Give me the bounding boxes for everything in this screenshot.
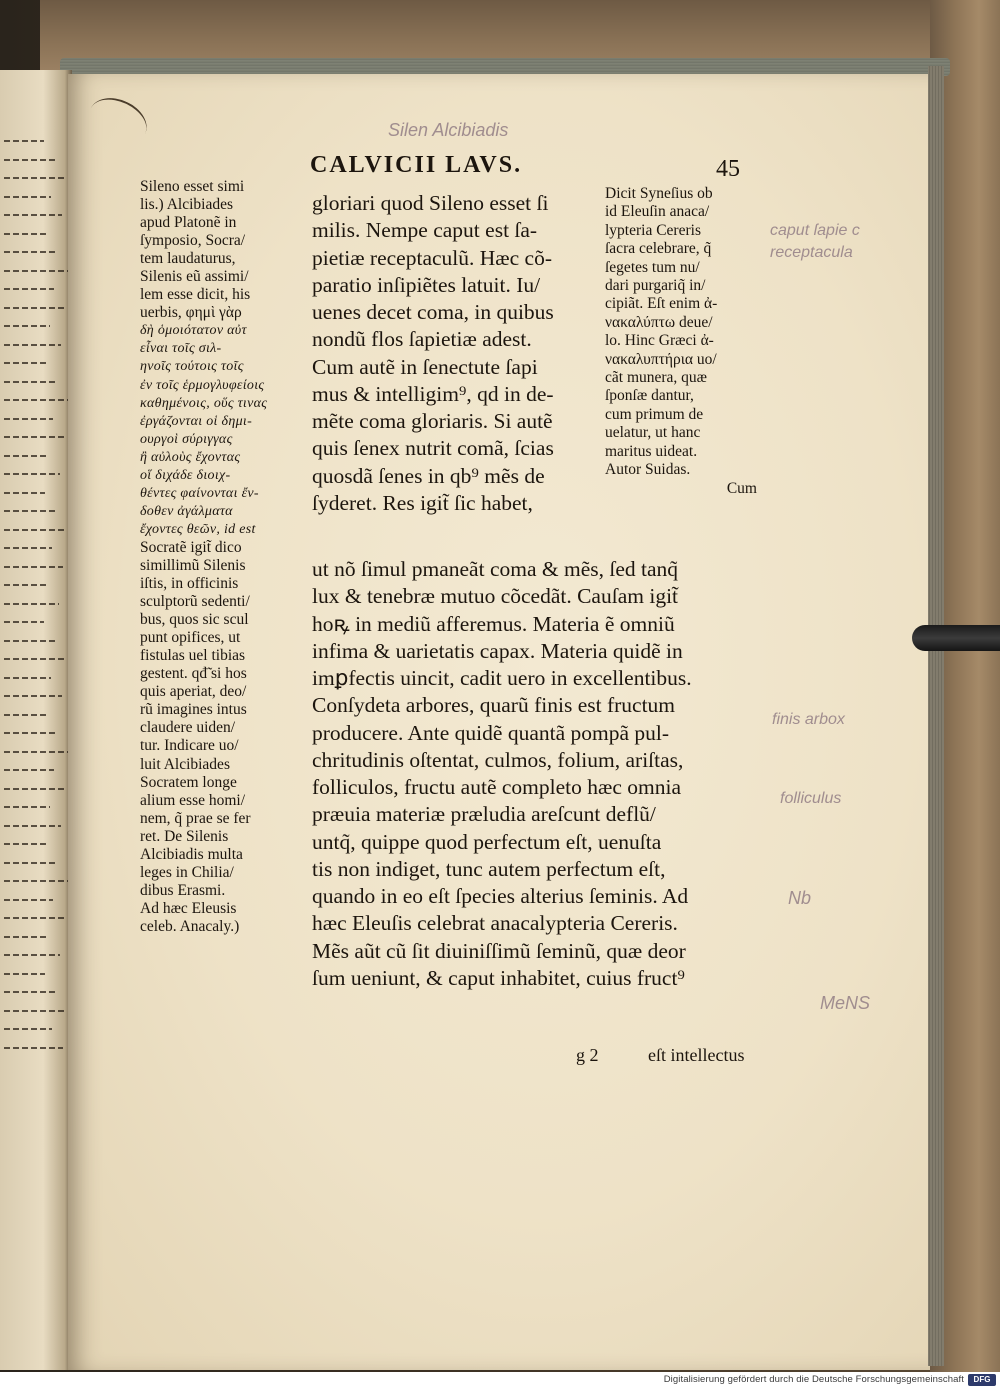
facing-page-text-line (4, 159, 55, 161)
facing-page-text-line (4, 603, 59, 605)
text-line: Socratem longe (140, 773, 237, 791)
text-line: cum primum de (605, 405, 704, 423)
facing-page-text-line (4, 788, 65, 790)
digitization-footer (0, 1372, 1000, 1389)
facing-page-text-line (4, 473, 60, 475)
facing-page-text-line (4, 991, 56, 993)
text-line: leges in Chilia/ (140, 863, 234, 881)
facing-page-text-line (4, 381, 57, 383)
facing-page-text-line (4, 751, 69, 753)
text-line: nem, q̃ prae se fer (140, 809, 251, 827)
text-line: claudere uiden/ (140, 719, 236, 737)
annotation-top: Silen Alcibiadis (388, 120, 509, 140)
annotation-caput-line: receptacula (770, 244, 853, 261)
text-line: ret. De Silenis (140, 827, 229, 845)
text-line: Dicit Syneſius ob (605, 185, 713, 202)
facing-page-text-line (4, 510, 56, 512)
text-line: id Eleuſin anaca/ (605, 203, 710, 221)
facing-page-text-line (4, 418, 53, 420)
text-line: θέντες φαίνονται ἔν- (140, 485, 259, 501)
text-line: uerbis, φημὶ γὰρ (140, 304, 242, 322)
text-line: tur. Indicare uo/ (140, 737, 239, 755)
text-line: ηνοῖς τούτοις τοῖς (140, 359, 244, 375)
text-line: punt opifices, ut (140, 629, 241, 647)
text-line: hæc Eleuſis celebrat anacalypteria Cereris. (312, 911, 678, 936)
facing-page-text-line (4, 196, 51, 198)
text-line: Cum autẽ in ſenectute ſapi (312, 354, 538, 379)
text-line: ſacra celebrare, q̃ (605, 240, 712, 258)
facing-page-text-line (4, 917, 64, 919)
text-line: quosdã ſenes in qb⁹ mẽs de (312, 463, 545, 488)
text-line: lo. Hinc Græci ἀ- (605, 332, 714, 350)
facing-page-text-line (4, 140, 44, 142)
facing-page-text-line (4, 936, 49, 938)
dfg-logo: DFG (968, 1374, 996, 1386)
text-line: celeb. Anacaly.) (140, 917, 240, 935)
text-line: gloriari quod Sileno esset ſi (312, 191, 549, 215)
text-line: ἢ αὐλοὺς ἔχοντας (140, 449, 241, 465)
text-line: fistulas uel tibias (140, 647, 246, 665)
text-line: simillimũ Silenis (140, 556, 246, 574)
text-line: mus & intelligim⁹, qd in de- (312, 381, 554, 406)
facing-page-text-line (4, 880, 68, 882)
text-line: ἐν τοῖς ἑρμογλυφείοις (140, 377, 265, 393)
text-line: tis non indiget, tunc autem perfectum eſt, (312, 856, 666, 881)
main-text-lower (312, 556, 767, 992)
text-line: Silenis eũ assimi/ (140, 268, 249, 286)
facing-page-text-line (4, 566, 63, 568)
facing-page-text-line (4, 658, 66, 660)
facing-page-text-line (4, 436, 64, 438)
facing-page-text-line (4, 325, 50, 327)
facing-page-text-line (4, 732, 58, 734)
facing-page-text-line (4, 954, 60, 956)
text-line: rũ imagines intus (140, 701, 247, 719)
bookmark-ribbon (912, 625, 1000, 651)
text-line: ἐργάζονται οἱ δημι- (140, 413, 253, 429)
text-line: Alcibiadis multa (140, 845, 243, 863)
annotation-nb: Nb (788, 888, 812, 908)
text-line: alium esse homi/ (140, 791, 246, 809)
text-line: Autor Suidas. (605, 461, 691, 479)
facing-page-text-line (4, 529, 67, 531)
text-line: lypteria Cereris (605, 221, 701, 239)
facing-page-text-line (4, 177, 66, 179)
text-line: Conſydeta arbores, quarũ finis est fructum (312, 693, 676, 718)
text-line: ἔχοντες θεῶν, id est (140, 521, 256, 537)
text-line: ſponſæ dantur, (605, 387, 694, 405)
facing-page-text-line (4, 621, 44, 623)
facing-page-text-line (4, 973, 45, 975)
facing-page-text-line (4, 251, 58, 253)
text-line: lux & tenebræ mutuo cõcedãt. Cauſam igit̃ (312, 584, 679, 609)
text-line: Socratẽ igit̃ dico (140, 538, 242, 556)
text-line: Ad hæc Eleusis (140, 899, 237, 917)
annotation-mens: MeNS (820, 993, 871, 1013)
right-note-column (605, 185, 765, 498)
facing-page-text-line (4, 492, 45, 494)
page-edges-right (928, 66, 944, 1366)
text-line: ουργοὶ σύριγγας (140, 431, 233, 447)
text-line: ſymposio, Socra/ (140, 232, 246, 250)
facing-page-text-line (4, 899, 53, 901)
facing-page-text-line (4, 843, 46, 845)
digitization-note: Digitalisierung gefördert durch die Deutsche Forschungsgemeinschaft (663, 1374, 964, 1385)
text-line: νακαλυπτήρια uo/ (605, 350, 717, 368)
text-line: milis. Nempe caput est ſa- (312, 218, 538, 243)
facing-page-text-line (4, 1047, 63, 1049)
text-line: mẽte coma gloriaris. Si autẽ (312, 409, 553, 433)
facing-page-text-line (4, 214, 62, 216)
folio-number: 45 (716, 156, 740, 182)
text-line: præuia materiæ præludia areſcunt deflũ/ (312, 802, 656, 827)
facing-page-text-line (4, 584, 48, 586)
text-line: οἵ διχάδε διοιχ- (140, 467, 231, 483)
text-line: infima & uarietatis capax. Materia quidẽ in (312, 638, 683, 663)
text-line: quis ſenex nutrit comã, ſcias (312, 436, 554, 461)
text-line: chritudinis oſtentat, culmos, folium, ariſtas, (312, 747, 684, 772)
facing-page-text-line (4, 862, 57, 864)
text-line: bus, quos sic scul (140, 611, 249, 629)
text-line: folliculos, fructu autẽ completo hæc omnia (312, 775, 681, 799)
text-line: producere. Ante quidẽ quantã pompã pul- (312, 720, 670, 745)
signature-mark: g 2 (576, 1045, 599, 1065)
text-line: iſtis, in officinis (140, 575, 239, 593)
margin-note-column (140, 178, 310, 936)
facing-page-text-line (4, 455, 49, 457)
facing-page-text-line (4, 695, 62, 697)
text-line: nondũ flos ſapietiæ adest. (312, 327, 532, 352)
text-line: hoꝶ in mediũ afferemus. Materia ẽ omniũ (312, 611, 675, 636)
catchword: eſt intellectus (648, 1045, 745, 1065)
facing-page-text-line (4, 288, 54, 290)
text-line: uenes decet coma, in quibus (312, 300, 554, 324)
text-line: tem laudaturus, (140, 250, 236, 268)
facing-page-text-line (4, 1010, 67, 1012)
text-line: untq̃, quippe quod perfectum eſt, uenuſta (312, 829, 662, 854)
text-line: Sileno esset simi (140, 178, 245, 195)
text-line: paratio inſipiẽtes latuit. Iu/ (312, 272, 541, 297)
annotation-folliculus: folliculus (780, 790, 842, 807)
text-line: dari purgariq̃ in/ (605, 277, 706, 295)
text-line: καθημένοις, οὕς τινας (140, 395, 268, 411)
facing-page-text-line (4, 825, 61, 827)
text-line: Cum (726, 479, 757, 497)
facing-page-text-line (4, 270, 69, 272)
facing-page-text-line (4, 547, 52, 549)
text-line: ut nõ ſimul pmaneãt coma & mẽs, ſed tanq̃ (312, 557, 679, 581)
text-line: Mẽs aũt cũ ſit diuiniſſimũ ſeminũ, quæ deor (312, 938, 686, 963)
text-line: lem esse dicit, his (140, 286, 251, 304)
text-line: lis.) Alcibiades (140, 196, 233, 214)
annotation-finis: finis arbox (772, 711, 845, 728)
text-line: apud Platonẽ in (140, 214, 237, 232)
facing-page-text-line (4, 1028, 52, 1030)
facing-page-text-line (4, 677, 51, 679)
text-line: uelatur, ut hanc (605, 424, 701, 442)
text-line: εἶναι τοῖς σιλ- (140, 341, 222, 357)
facing-page-text-line (4, 233, 47, 235)
text-line: gestent. qđ̃ si hos (140, 665, 247, 683)
text-line: quis aperiat, deo/ (140, 683, 247, 701)
running-title: CALVICII LAVS. (310, 152, 523, 178)
annotation-caput-line: caput ſapie c (770, 222, 860, 239)
text-line: ſegetes tum nu/ (605, 258, 700, 276)
text-line: imꝑfectis uincit, cadit uero in excellentibus. (312, 666, 692, 690)
text-line: luit Alcibiades (140, 755, 230, 773)
text-line: δοθεν ἀγάλματα (140, 503, 233, 519)
annotation-caput (770, 220, 860, 264)
facing-page-text-line (4, 714, 47, 716)
facing-page-text-line (4, 806, 50, 808)
text-line: sculptorũ sedenti/ (140, 593, 250, 611)
text-line: cipiãt. Eſt enim ἀ- (605, 295, 718, 313)
text-line: νακαλύπτω deue/ (605, 313, 713, 331)
facing-page-text-line (4, 769, 54, 771)
left-facing-page (0, 70, 72, 1370)
text-line: dibus Erasmi. (140, 881, 226, 899)
text-line: δὴ ὁμοιότατον αὐτ (140, 323, 247, 339)
text-line: ſyderet. Res igit̃ ſic habet, (312, 490, 533, 515)
facing-page-text-line (4, 307, 65, 309)
facing-page-text-line (4, 344, 61, 346)
text-line: cãt munera, quæ (605, 369, 708, 387)
text-line: ſum ueniunt, & caput inhabitet, cuius fruct⁹ (312, 965, 685, 990)
facing-page-text-line (4, 399, 68, 401)
facing-page-text-line (4, 640, 55, 642)
text-line: pietiæ receptaculũ. Hæc cõ- (312, 245, 552, 270)
facing-page-text-line (4, 362, 46, 364)
text-line: quando in eo eſt ſpecies alterius ſeminis. Ad (312, 884, 689, 908)
text-line: maritus uideat. (605, 442, 698, 460)
